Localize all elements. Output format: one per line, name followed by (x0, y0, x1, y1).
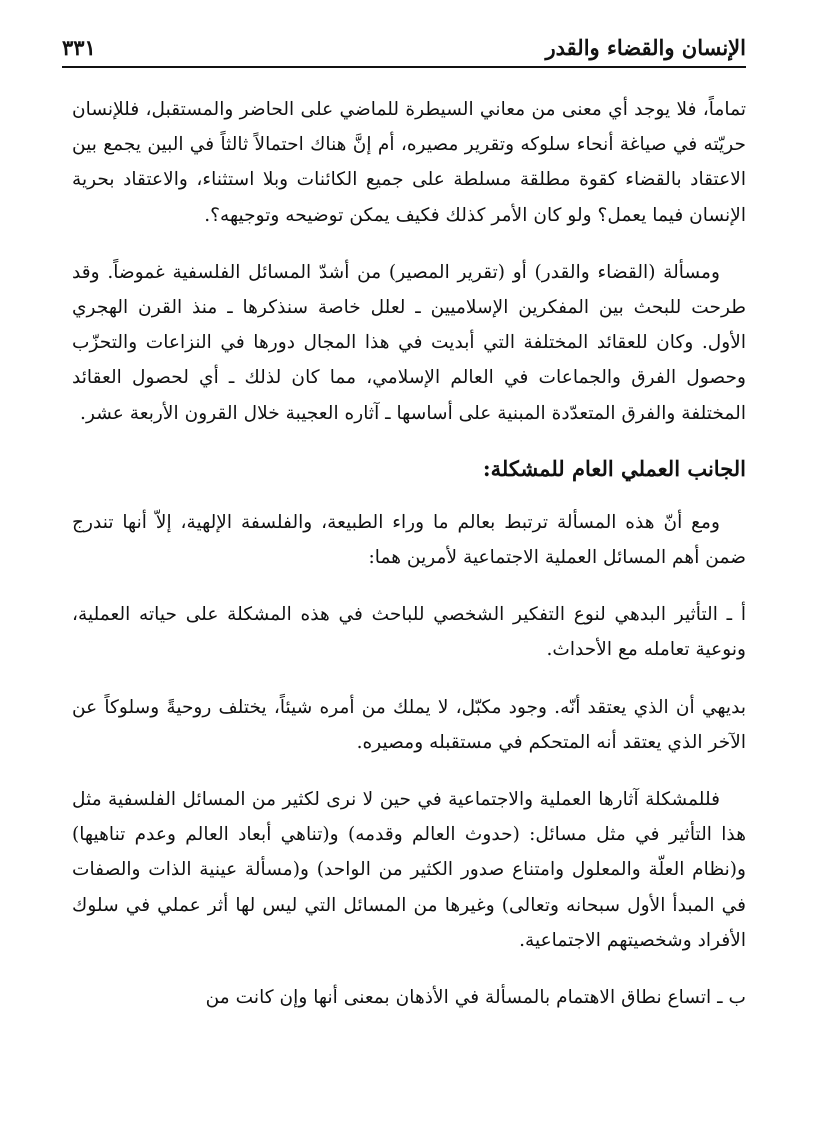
paragraph-1: تماماً، فلا يوجد أي معنى من معاني السيطرة للماضي على الحاضر والمستقبل، فللإنسان حريّته في صياغة أنحاء سلوكه وتقرير مصيره، أم إنَّ هناك احتمالاً ثالثاً في البين يجمع بين الاعتقاد بالقضاء كقوة مطلقة مسلطة على جميع الكائنات وبلا استثناء، والاعتقاد بحرية الإنسان فيما يعمل؟ ولو كان الأمر كذلك فكيف يمكن توضيحه وتوجيهه؟. (72, 99, 746, 226)
paragraph-6: فللمشكلة آثارها العملية والاجتماعية في حين لا نرى لكثير من المسائل الفلسفية مثل هذا التأثير في مثل مسائل: (حدوث العالم وقدمه) و(تناهي أبعاد العالم وعدم تناهيها) و(نظام العلّة والمعلول وامتناع صدور الكثير من الواحد) و(مسألة عينية الذات والصفات في المبدأ الأول سبحانه وتعالى) وغيرها من المسائل التي ليس لها أثر عملي في سلوك الأفراد وشخصيتهم الاجتماعية. (72, 789, 746, 951)
paragraph-4: أ ـ التأثير البدهي لنوع التفكير الشخصي للباحث في هذه المشكلة على حياته العملية، ونوعية تعامله مع الأحداث. (72, 604, 746, 661)
header-rule (62, 66, 746, 68)
paragraph-7: ب ـ اتساع نطاق الاهتمام بالمسألة في الأذهان بمعنى أنها وإن كانت من (205, 987, 746, 1009)
paragraph-5: بديهي أن الذي يعتقد أنّه. وجود مكبّل، لا يملك من أمره شيئاً، يختلف روحيةً وسلوكاً عن الآخر الذي يعتقد أنه المتحكم في مستقبله ومصيره. (72, 696, 746, 753)
section-heading: الجانب العملي العام للمشكلة: (482, 455, 746, 481)
page-body (72, 92, 746, 1037)
paragraph-3: ومع أنّ هذه المسألة ترتبط بعالم ما وراء الطبيعة، والفلسفة الإلهية، إلاّ أنها تندرج ضمن أهم المسائل العملية الاجتماعية لأمرين هما: (72, 511, 746, 569)
page-header (62, 28, 746, 66)
running-title: الإنسان والقضاء والقدر (545, 34, 746, 60)
page-number: ٣٣١ (62, 34, 96, 60)
paragraph-2: ومسألة (القضاء والقدر) أو (تقرير المصير) من أشدّ المسائل الفلسفية غموضاً. وقد طرحت للبحث بين المفكرين الإسلاميين ـ لعلل خاصة سنذكرها ـ منذ القرن الهجري الأول. وكان للعقائد المختلفة التي أبديت في هذا المجال دورها في النزاعات والتحزّب وحصول الفرق والجماعات في العالم الإسلامي، مما كان لذلك ـ أي لحصول العقائد المختلفة والفرق المتعدّدة المبنية على أساسها ـ آثاره العجيبة خلال القرون الأربعة عشر. (72, 261, 746, 424)
